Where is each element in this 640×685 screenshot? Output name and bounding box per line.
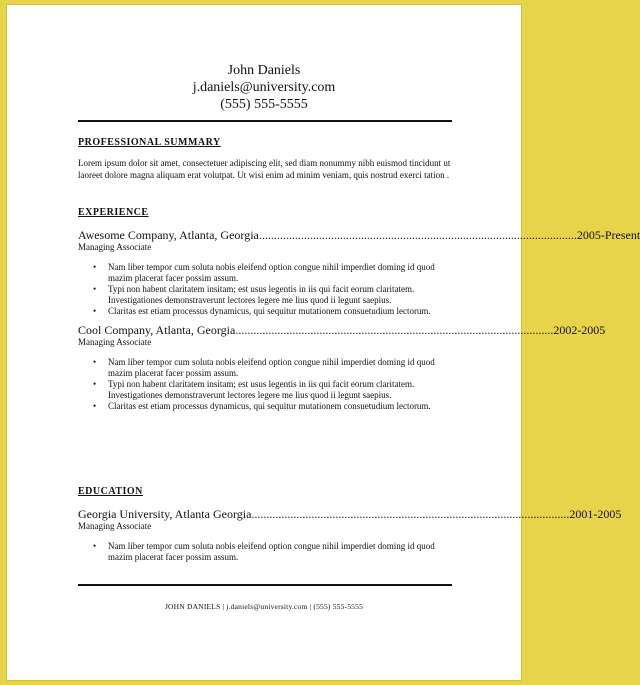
bullet-text: Claritas est etiam processus dynamicus, qui sequitur mutationem consuetudium lectorum. [108, 401, 431, 411]
summary-section [78, 137, 452, 181]
list-item [93, 262, 452, 284]
bullet-text: Typi non habent claritatem insitam; est usus legentis in iis qui facit eorum claritatem. Investigationes demonstraverunt lectores legere me lius quod ii legunt saepius. [108, 284, 415, 305]
job-company: Cool Company, Atlanta, Georgia [78, 323, 236, 337]
bullet-icon: • [93, 284, 97, 294]
job-dates: 2005-Present [576, 228, 640, 242]
bullet-icon: • [93, 357, 97, 367]
job-role: Managing Associate [78, 242, 152, 252]
school-name: Georgia University, Atlanta Georgia [78, 507, 252, 521]
footer-divider [78, 584, 452, 586]
job-dates: 2002-2005 [553, 323, 606, 337]
education-dates: 2001-2005 [569, 507, 622, 521]
bullet-icon: • [93, 306, 97, 316]
resume-header [6, 62, 522, 113]
leader-dots: .......................................................................................................... [258, 228, 577, 242]
list-item [93, 306, 452, 317]
list-item [93, 541, 452, 563]
job-bullets [78, 262, 452, 317]
candidate-name: John Daniels [227, 63, 301, 78]
candidate-phone: (555) 555-5555 [220, 97, 308, 112]
bullet-icon: • [93, 379, 97, 389]
leader-dots: .......................................................................................................... [251, 507, 570, 521]
list-item [93, 284, 452, 306]
job-company: Awesome Company, Atlanta, Georgia [78, 228, 259, 242]
list-item [93, 401, 452, 412]
education-section [78, 486, 622, 563]
bullet-icon: • [93, 262, 97, 272]
list-item [93, 357, 452, 379]
education-heading [78, 507, 622, 521]
bullet-text: Nam liber tempor cum soluta nobis eleifend option congue nihil imperdiet doming id quod mazim placerat facer possim assum. [108, 357, 435, 378]
bullet-text: Nam liber tempor cum soluta nobis eleifend option congue nihil imperdiet doming id quod mazim placerat facer possim assum. [108, 541, 435, 562]
job-entry [78, 228, 640, 317]
job-entry [78, 323, 606, 412]
bullet-icon: • [93, 541, 97, 551]
experience-section [78, 207, 640, 412]
job-heading [78, 323, 606, 337]
bullet-text: Typi non habent claritatem insitam; est usus legentis in iis qui facit eorum claritatem. Investigationes demonstraverunt lectores legere me lius quod ii legunt saepius. [108, 379, 415, 400]
education-bullets [78, 541, 452, 563]
candidate-email: j.daniels@university.com [192, 80, 336, 95]
job-role: Managing Associate [78, 337, 152, 347]
bullet-icon: • [93, 401, 97, 411]
leader-dots: .......................................................................................................... [235, 323, 554, 337]
experience-title: EXPERIENCE [78, 207, 149, 218]
bullet-text: Claritas est etiam processus dynamicus, qui sequitur mutationem consuetudium lectorum. [108, 306, 431, 316]
resume-page [6, 4, 640, 681]
header-divider [78, 120, 452, 122]
summary-title: PROFESSIONAL SUMMARY [78, 137, 221, 148]
job-bullets [78, 357, 452, 412]
education-entry [78, 507, 622, 563]
list-item [93, 379, 452, 401]
education-role: Managing Associate [78, 521, 152, 531]
summary-text: Lorem ipsum dolor sit amet, consectetuer adipiscing elit, sed diam nonummy nibh euismod tincidunt ut laoreet dolore magna aliquam erat volutpat. Ut wisi enim ad minim veniam, quis nostrud exerci tation . [78, 158, 451, 180]
job-heading [78, 228, 640, 242]
resume-footer: JOHN DANIELS | j.daniels@university.com | (555) 555-5555 [164, 602, 364, 611]
education-title: EDUCATION [78, 486, 143, 497]
bullet-text: Nam liber tempor cum soluta nobis eleifend option congue nihil imperdiet doming id quod mazim placerat facer possim assum. [108, 262, 435, 283]
